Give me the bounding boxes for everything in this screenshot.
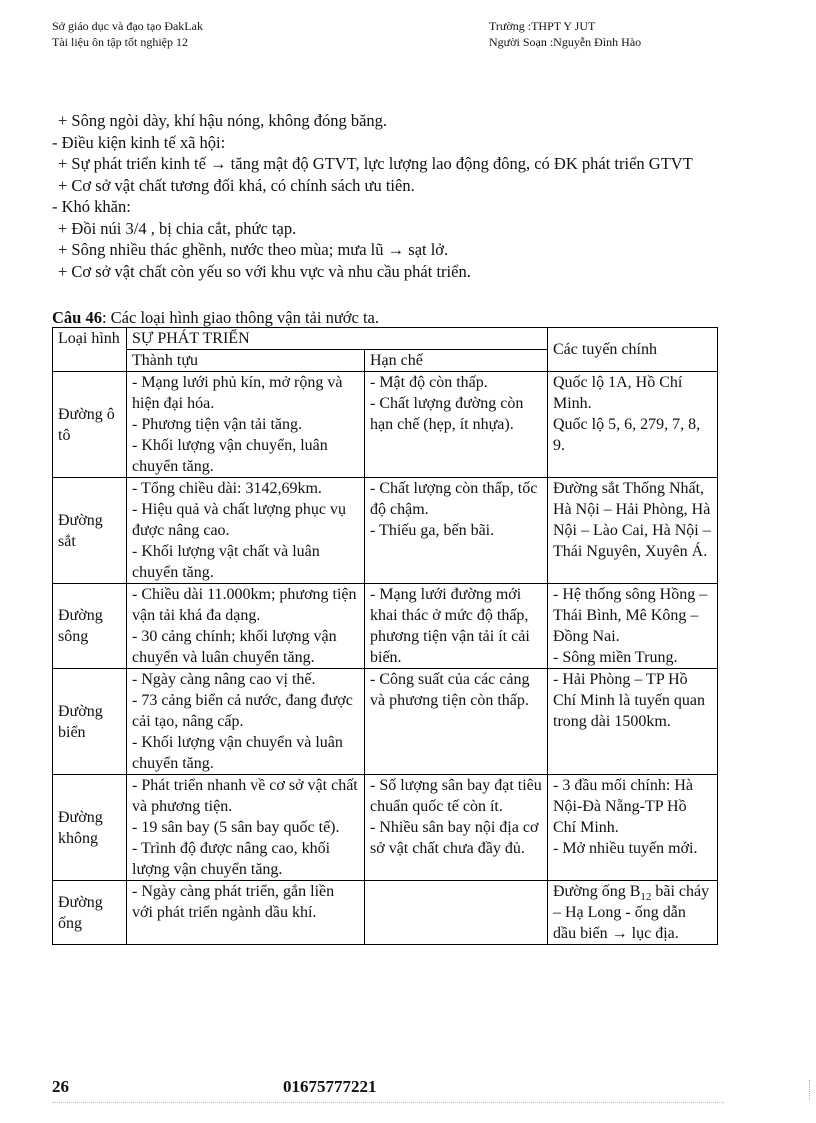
routes-cell — [548, 775, 718, 881]
body-line: - Khó khăn: — [52, 197, 131, 216]
table-body — [53, 372, 718, 945]
route-item: - Hải Phòng – TP Hồ Chí Minh là tuyến quan trong dài 1500km. — [553, 671, 705, 730]
body-line: + Cơ sở vật chất tương đối khá, có chính sách ưu tiên. — [58, 175, 415, 195]
route-item: Đường sắt Thống Nhất, Hà Nội – Hải Phòng, Hà Nội – Lào Cai, Hà Nội – Thái Nguyên, Xuyên Á. — [553, 480, 711, 560]
achievement-item: - Tổng chiều dài: 3142,69km. — [132, 480, 322, 497]
header-school: Trường :THPT Y JUT — [489, 19, 596, 33]
route-text: bãi cháy – Hạ Long - ống dẫn dầu biển → lục địa. — [553, 883, 710, 942]
header-routes: Các tuyến chính — [548, 328, 718, 372]
header-doc-title: Tài liệu ôn tập tốt nghiệp 12 — [52, 35, 188, 49]
limitations-cell — [365, 775, 548, 881]
footer-divider — [52, 1102, 724, 1103]
achievement-item: - Mạng lưới phủ kín, mở rộng và hiện đại hóa. — [132, 374, 343, 412]
achievement-item: - 73 cảng biển cả nước, đang được cải tạo, nâng cấp. — [132, 692, 353, 730]
route-item: - Sông miền Trung. — [553, 649, 678, 666]
achievements-cell — [127, 775, 365, 881]
transport-type: Đường ống — [53, 881, 127, 945]
route-text: Đường ống B — [553, 883, 641, 900]
achievement-item: - Phát triển nhanh về cơ sở vật chất và phương tiện. — [132, 777, 358, 815]
achievements-cell — [127, 881, 365, 945]
route-item: - 3 đầu mối chính: Hà Nội-Đà Nẵng-TP Hồ Chí Minh. — [553, 777, 693, 836]
limitations-cell — [365, 372, 548, 478]
table-row — [53, 478, 718, 584]
table-caption — [52, 308, 379, 328]
header-type: Loại hình — [53, 328, 127, 372]
achievement-item: - Hiệu quả và chất lượng phục vụ được nâng cao. — [132, 501, 346, 539]
route-item: - Mở nhiều tuyến mới. — [553, 840, 698, 857]
table-header-row — [53, 328, 718, 350]
footer-phone: 01675777221 — [283, 1077, 377, 1096]
edge-mark — [808, 1080, 810, 1100]
achievements-cell — [127, 584, 365, 669]
body-line: + Sông ngòi dày, khí hậu nóng, không đóng băng. — [58, 111, 388, 130]
achievement-item: - Khối lượng vận chuyển, luân chuyển tăng. — [132, 437, 328, 475]
caption-text: : Các loại hình giao thông vận tải nước ta. — [101, 308, 379, 327]
route-item: Quốc lộ 1A, Hồ Chí Minh. — [553, 374, 683, 412]
header-limitations: Hạn chế — [365, 350, 548, 372]
limitations-cell — [365, 669, 548, 775]
achievement-item: - 30 cảng chính; khối lượng vận chuyển và luân chuyển tăng. — [132, 628, 337, 666]
transport-table — [52, 327, 718, 945]
routes-cell — [548, 584, 718, 669]
transport-type: Đường sắt — [53, 478, 127, 584]
body-text — [52, 110, 724, 282]
transport-type: Đường không — [53, 775, 127, 881]
table-row — [53, 669, 718, 775]
header-development: SỰ PHÁT TRIỂN — [127, 328, 548, 350]
limitations-cell — [365, 478, 548, 584]
achievements-cell — [127, 669, 365, 775]
achievements-cell — [127, 372, 365, 478]
limitations-cell — [365, 881, 548, 945]
routes-cell — [548, 669, 718, 775]
achievement-item: - Khối lượng vận chuyển và luân chuyển tăng. — [132, 734, 343, 772]
limitation-item: - Mật độ còn thấp. — [370, 374, 488, 391]
body-line: + Cơ sở vật chất còn yếu so với khu vực và nhu cầu phát triển. — [58, 261, 471, 281]
table-row — [53, 372, 718, 478]
limitation-item: - Mạng lưới đường mới khai thác ở mức độ thấp, phương tiện vận tải ít cải biến. — [370, 586, 530, 666]
achievement-item: - 19 sân bay (5 sân bay quốc tế). — [132, 819, 340, 836]
limitations-cell — [365, 584, 548, 669]
routes-cell — [548, 478, 718, 584]
achievement-item: - Trình độ được nâng cao, khối lượng vận chuyển tăng. — [132, 840, 331, 878]
route-item: - Hệ thống sông Hồng – Thái Bình, Mê Kông – Đồng Nai. — [553, 586, 708, 645]
route-item: Quốc lộ 5, 6, 279, 7, 8, 9. — [553, 416, 701, 454]
table-row — [53, 775, 718, 881]
achievement-item: - Khối lượng vật chất và luân chuyển tăng. — [132, 543, 320, 581]
header-achievements: Thành tựu — [127, 350, 365, 372]
table-row — [53, 584, 718, 669]
achievements-cell — [127, 478, 365, 584]
transport-type: Đường biển — [53, 669, 127, 775]
routes-cell — [548, 881, 718, 945]
body-line: - Điều kiện kinh tế xã hội: — [52, 132, 226, 152]
header-right — [489, 18, 641, 50]
achievement-item: - Ngày càng nâng cao vị thế. — [132, 671, 316, 688]
body-line: + Sự phát triển kinh tế → tăng mật độ GTVT, lực lượng lao động đông, có ĐK phát triển GTVT — [58, 154, 693, 173]
page-number: 26 — [52, 1077, 69, 1096]
limitation-item: - Chất lượng đường còn hạn chế (hẹp, ít nhựa). — [370, 395, 524, 433]
achievement-item: - Phương tiện vận tải tăng. — [132, 416, 302, 433]
limitation-item: - Nhiều sân bay nội địa cơ sở vật chất chưa đầy đủ. — [370, 819, 539, 857]
header-author: Người Soạn :Nguyễn Đình Hào — [489, 35, 642, 49]
table-row — [53, 881, 718, 945]
achievement-item: - Chiều dài 11.000km; phương tiện vận tải khá đa dạng. — [132, 586, 357, 624]
header-dept: Sở giáo dục và đạo tạo ĐakLak — [52, 19, 203, 33]
achievement-item: - Ngày càng phát triển, gắn liền với phát triển ngành dầu khí. — [132, 883, 335, 921]
header-left — [52, 18, 203, 50]
limitation-item: - Chất lượng còn thấp, tốc độ chậm. — [370, 480, 538, 518]
body-line: + Đồi núi 3/4 , bị chia cắt, phức tạp. — [58, 218, 297, 238]
transport-type: Đường sông — [53, 584, 127, 669]
question-label: Câu 46 — [52, 308, 102, 327]
limitation-item: - Công suất của các cảng và phương tiện còn thấp. — [370, 671, 530, 709]
route-subscript: 12 — [640, 891, 652, 904]
route-item — [553, 881, 712, 944]
routes-cell — [548, 372, 718, 478]
body-line: + Sông nhiều thác ghềnh, nước theo mùa; mưa lũ → sạt lở. — [58, 240, 449, 259]
limitation-item: - Thiếu ga, bến bãi. — [370, 522, 495, 539]
limitation-item: - Số lượng sân bay đạt tiêu chuẩn quốc tế còn ít. — [370, 777, 542, 815]
transport-type: Đường ô tô — [53, 372, 127, 478]
